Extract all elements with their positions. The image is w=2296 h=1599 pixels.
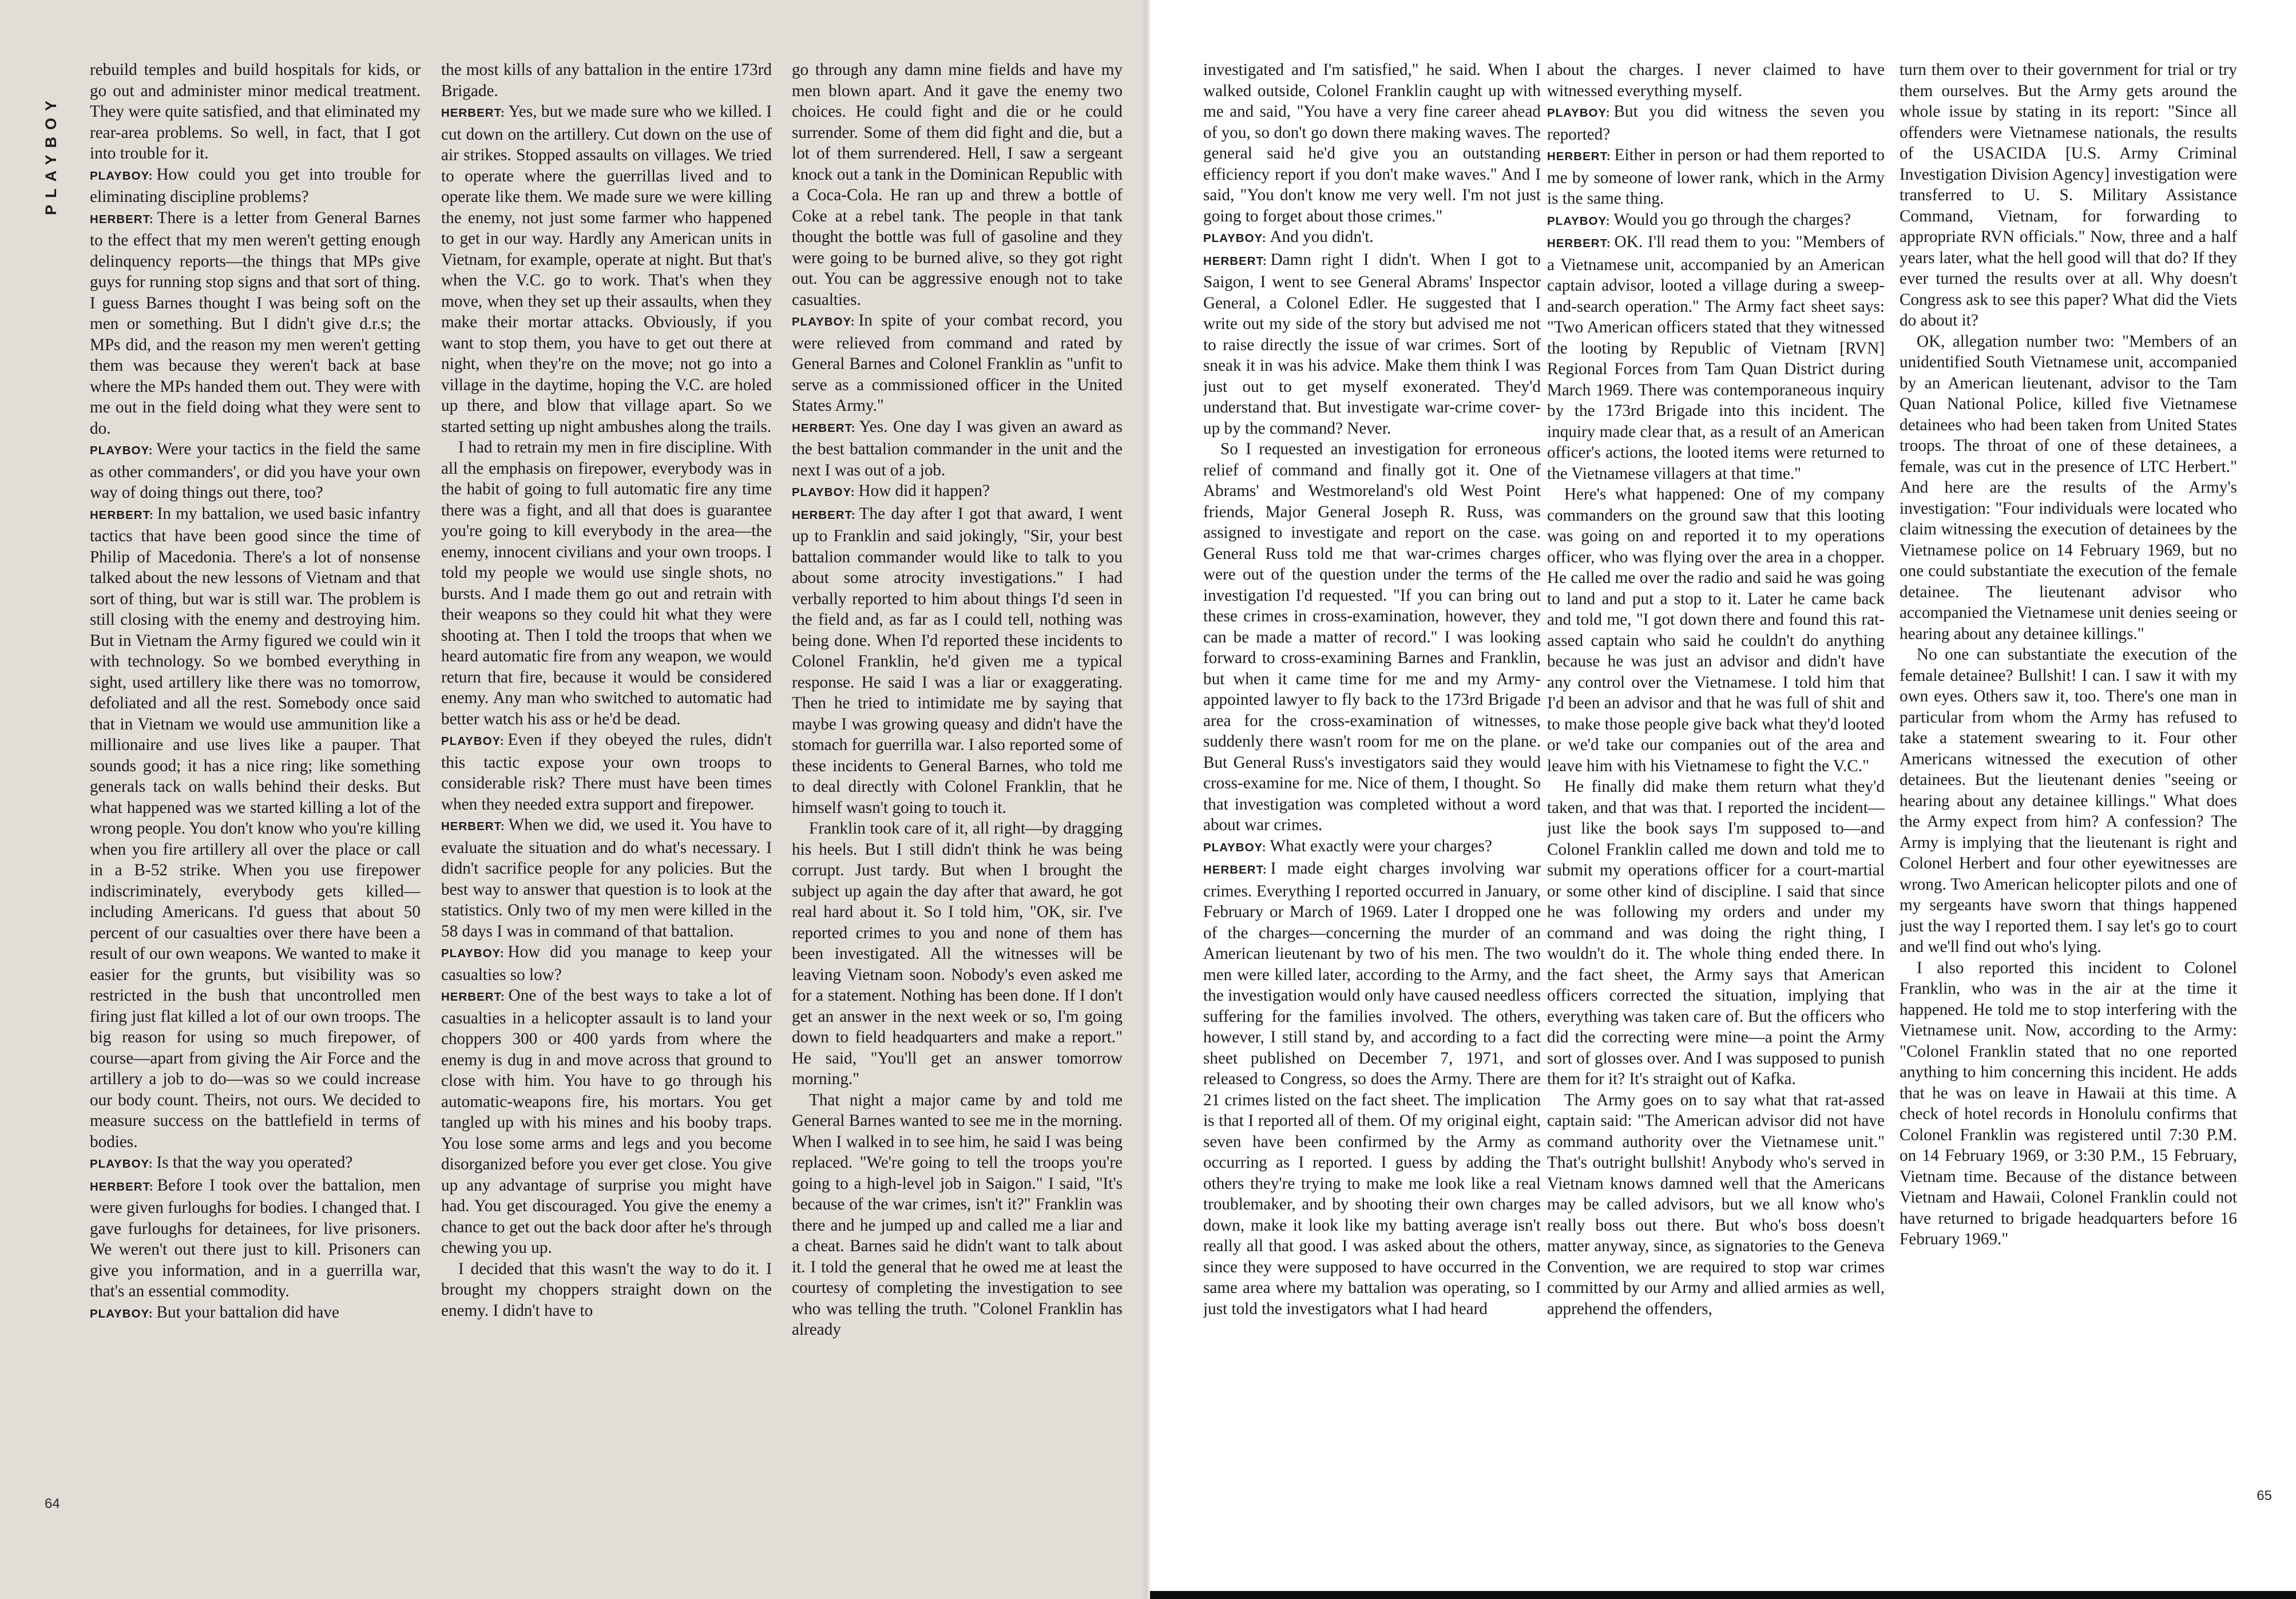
speaker-label: HERBERT: [441, 106, 505, 120]
speaker-label: PLAYBOY: [1547, 106, 1611, 120]
paragraph-text: How did it happen? [858, 482, 990, 500]
paragraph [1547, 232, 1885, 484]
paragraph-text: And you didn't. [1270, 228, 1374, 246]
paragraph-text: Is that the way you operated? [156, 1153, 353, 1172]
speaker-label: HERBERT: [90, 508, 154, 522]
paragraph [1547, 776, 1885, 1090]
paragraph-text: Even if they obeyed the rules, didn't this tactic expose your own troops to considerable risk? There must have been times when they needed extra support and firepower. [441, 731, 772, 814]
paragraph-text: There is a letter from General Barnes to the effect that my men weren't getting enough delinquency reports—the things that MPs give guys for running stop signs and that sort of thing. I guess Barnes thought I was being soft on the men or something. But I didn't give d.r.s; the MPs did, and the reason my men weren't getting them was because they weren't back at base where the MPs handed them out. They were with me out in the field doing what they were sent to do. [90, 208, 421, 438]
paragraph [1900, 644, 2237, 958]
paragraph [1900, 331, 2237, 645]
paragraph-text: The day after I got that award, I went up to Franklin and said jokingly, "Sir, your best battalion commander would like to talk to you about some atrocity investigations." I had verbally reported to him about things I'd seen in the field and, as far as I could tell, nothing was being done. When I'd reported these incidents to Colonel Franklin, he'd given me a typical response. He said I was a liar or exaggerating. Then he tried to intimidate me by saying that maybe I was growing queasy and didn't have the stomach for guerrilla war. I also reported some of these incidents to General Barnes, who told me to deal directly with Colonel Franklin, that he himself wasn't going to touch it. [792, 504, 1123, 817]
paragraph [90, 439, 421, 503]
paragraph [441, 729, 772, 815]
paragraph-text: But you did witness the seven you reported? [1547, 102, 1885, 144]
paragraph-text: One of the best ways to take a lot of casualties in a helicopter assault is to land your choppers 300 or 400 yards from where the enemy is dug in and move across that ground to close with him. You have to go through his automatic-weapons fire, his mortars. You get tangled up with his mines and his booby traps. You lose some arms and legs and you become disorganized before you ever get close. You give up any advantage of surprise you might have had. You get discouraged. You give the enemy a chance to get out the back door after he's through chewing you up. [441, 986, 772, 1257]
paragraph [1203, 227, 1541, 249]
paragraph [441, 985, 772, 1259]
speaker-label: PLAYBOY: [1547, 214, 1611, 228]
paragraph [441, 59, 772, 101]
paragraph-text: That night a major came by and told me General Barnes wanted to see me in the morning. When I walked in to see him, he said I was being replaced. "We're going to tell the troops you're going to a high-level job in Saigon." I said, "It's because of the war crimes, isn't it?" Franklin was there and he jumped up and called me a liar and a cheat. Barnes said he didn't want to talk about it. I told the general that he owed me at least the courtesy of completing the investigation to see who was telling the truth. "Colonel Franklin has already [792, 1090, 1123, 1339]
paragraph [90, 164, 421, 208]
paragraph [792, 481, 1123, 503]
paragraph-text: When we did, we used it. You have to evaluate the situation and do what's necessary. I didn't sacrifice people for any policies. But the best way to answer that question is to look at the statistics. Only two of my men were killed in the 58 days I was in command of that battalion. [441, 816, 772, 941]
paragraph [1547, 59, 1885, 101]
text-column-1 [90, 59, 421, 1524]
paragraph [441, 815, 772, 942]
speaker-label: PLAYBOY: [441, 947, 505, 960]
speaker-label: PLAYBOY: [792, 315, 855, 328]
paragraph-text: go through any damn mine fields and have my men blown apart. And it gave the enemy two choices. He could fight and die or he could surrender. Some of them did fight and die, but a lot of them surrendered. Hell, I saw a sergeant knock out a tank in the Dominican Republic with a Coca-Cola. He ran up and threw a bottle of Coke at a rebel tank. The people in that tank thought the bottle was full of gasoline and they were going to be burned alive, so they got right out. You can be aggressive enough not to take casualties. [792, 61, 1123, 309]
speaker-label: HERBERT: [1203, 863, 1267, 876]
paragraph [1547, 209, 1885, 232]
paragraph-text: OK. I'll read them to you: "Members of a Vietnamese unit, accompanied by an American captain advisor, looted a village during a sweep-and-search operation." The Army fact sheet says: "Two American officers stated that they witnessed the looting by Republic of Vietnam [RVN] Regional Forces from Tam Quan District during March 1969. There was contemporaneous inquiry by the 173rd Brigade into this incident. The inquiry made clear that, as a result of an American officer's actions, the looted items were returned to the Vietnamese villagers at that time." [1547, 233, 1885, 483]
paragraph [90, 1152, 421, 1175]
paragraph-text: about the charges. I never claimed to have witnessed everything myself. [1547, 61, 1885, 100]
paragraph-text: the most kills of any battalion in the entire 173rd Brigade. [441, 61, 772, 100]
speaker-label: PLAYBOY: [90, 1157, 153, 1171]
speaker-label: HERBERT: [1547, 237, 1611, 250]
speaker-label: PLAYBOY: [90, 444, 153, 457]
paragraph-text: But your battalion did have [156, 1303, 339, 1322]
page-number-left: 64 [45, 1496, 60, 1511]
text-column-2 [441, 59, 772, 1524]
paragraph [1547, 484, 1885, 776]
paragraph-text: He finally did make them return what they'd taken, and that was that. I reported the incident—just like the book says I'm supposed to—and Colonel Franklin called me down and told me to submit my operations officer for a court-martial or some other kind of discipline. I said that since he was following my orders and under my command and was doing the right thing, I wouldn't do it. The whole thing ended there. In the fact sheet, the Army says that American officers corrected the situation, implying that everything was taken care of. But the officers who did the correcting were mine—a point the Army sort of glosses over. And I was supposed to punish them for it? It's straight out of Kafka. [1547, 777, 1885, 1088]
paragraph-text: I decided that this wasn't the way to do it. I brought my choppers straight down on the enemy. I didn't have to [441, 1259, 772, 1320]
paragraph-text: Would you go through the charges? [1613, 210, 1851, 229]
speaker-label: PLAYBOY: [1203, 232, 1267, 245]
paragraph-text: How could you get into trouble for eliminating discipline problems? [90, 165, 421, 206]
text-column-3 [792, 59, 1123, 1524]
paragraph-text: Either in person or had them reported to me by someone of lower rank, which in the Army is the same thing. [1547, 146, 1885, 208]
paragraph-text: In my battalion, we used basic infantry tactics that have been good since the time of Philip of Macedonia. There's a lot of nonsense talked about the new lessons of Vietnam and that sort of thing, but war is still war. The problem is still closing with the enemy and destroying him. But in Vietnam the Army figured we could win it with technology. So we bombed everything in sight, used artillery like there was no tomorrow, defoliated and all the rest. Somebody once said that in Vietnam we would use ammunition like a millionaire and use lives like a pauper. That sounds good; it has a nice ring; like something generals tack on walls behind their desks. But what happened was we started killing a lot of the wrong people. You don't know who you're killing when you fire artillery all over the place or call in a B-52 strike. When you use firepower indiscriminately, everybody gets killed—including Americans. I'd guess that about 50 percent of our casualties over there have been a result of our own weapons. We wanted to make it easier for the grunts, but visibility was so restricted in the bush that uncontrolled men firing just flat killed a lot of our own troops. The big reason for using so much firepower, of course—apart from giving the Air Force and the artillery a job to do—was so we could increase our body count. Theirs, not ours. We decided to measure success on the battlefield in terms of bodies. [90, 504, 421, 1151]
paragraph [90, 1175, 421, 1302]
paragraph-text: So I requested an investigation for erroneous relief of command and finally got it. One of Abrams' and Westmoreland's old West Point friends, Major General Joseph R. Russ, was assigned to investigate and report on the case. General Russ told me that war-crimes charges were out of the question under the terms of the investigation I'd requested. "If you can bring out these crimes in cross-examination, however, they can be made a matter of record." I was looking forward to cross-examining Barnes and Franklin, but when it came time for me and my Army-appointed lawyer to fly back to the 173rd Brigade area for the cross-examination of witnesses, suddenly there wasn't room for me on the plane. But General Russ's investigators said they would cross-examine for me. Nice of them, I thought. So that investigation was completed without a word about war crimes. [1203, 440, 1541, 834]
paragraph [441, 1259, 772, 1322]
paragraph [1900, 958, 2237, 1250]
paragraph-text: OK, allegation number two: "Members of an unidentified South Vietnamese unit, accompanied by an American lieutenant, advisor to the Tam Quan National Police, killed five Vietnamese detainees who had been taken from United States troops. The throat of one of these detainees, a female, was cut in the presence of LTC Herbert." And here are the results of the Army's investigation: "Four individuals were located who claim witnessing the execution of detainees by the Vietnamese police on 14 February 1969, but no one could substantiate the execution of the female detainee. The lieutenant advisor who accompanied the Vietnamese unit denies seeing or hearing about any detainee killings." [1900, 332, 2237, 643]
speaker-label: PLAYBOY: [90, 169, 153, 182]
speaker-label: PLAYBOY: [792, 486, 855, 499]
paragraph-text: In spite of your combat record, you were relieved from command and rated by General Barnes and Colonel Franklin as "unfit to serve as a commissioned officer in the United States Army." [792, 311, 1123, 415]
paragraph-text: I had to retrain my men in fire discipline. With all the emphasis on firepower, everybody was in the habit of going to full automatic fire any time there was a fight, and all that does is guarantee you're going to kill everybody in the area—the enemy, innocent civilians and your own troops. I told my people we would use single shots, no bursts. And I made them go out and retrain with their weapons so they could hit what they were shooting at. Then I told the troops that when we heard automatic fire from any weapon, we would return that fire, because it would be considered enemy. Any man who switched to automatic had better watch his ass or he'd be dead. [441, 438, 772, 728]
paragraph [90, 59, 421, 164]
paragraph [792, 416, 1123, 481]
paragraph [1547, 1090, 1885, 1320]
speaker-label: PLAYBOY: [1203, 840, 1267, 854]
paragraph [792, 503, 1123, 819]
paragraph-text: investigated and I'm satisfied," he said. When I walked outside, Colonel Franklin caught up with me and said, "You have a very fine career ahead of you, so don't go down there making waves. The general said he'd give you an outstanding efficiency report if you don't make waves." And I said, "You don't know me very well. I'm not just going to forget about those crimes." [1203, 61, 1541, 225]
paragraph-text: What exactly were your charges? [1270, 836, 1492, 855]
paragraph [90, 1302, 421, 1325]
text-column-5 [1547, 59, 1885, 1524]
speaker-label: HERBERT: [90, 212, 154, 226]
paragraph [441, 101, 772, 437]
paragraph [1203, 249, 1541, 439]
paragraph [792, 1090, 1123, 1340]
speaker-label: HERBERT: [90, 1180, 154, 1193]
paragraph [1203, 439, 1541, 836]
paragraph [792, 818, 1123, 1090]
page-number-right: 65 [2257, 1488, 2272, 1503]
paragraph-text: Were your tactics in the field the same as other commanders', or did you have your own way of doing things out there, too? [90, 440, 421, 502]
paragraph-text: Damn right I didn't. When I got to Saigon, I went to see General Abrams' Inspector General, a Colonel Edler. He suggested that I write out my side of the story but advised me not to raise directly the issue of war crimes. Sort of sneak it in was his advice. Make them think I was just out to get myself exonerated. They'd understand that. But investigate war-crime cover-up by the command? Never. [1203, 250, 1541, 438]
right-page [1150, 0, 2296, 1599]
paragraph-text: Yes. One day I was given an award as the best battalion commander in the unit and the next I was out of a job. [792, 417, 1123, 479]
paragraph [1547, 101, 1885, 145]
paragraph [1203, 858, 1541, 1319]
paragraph [90, 503, 421, 1153]
speaker-label: HERBERT: [1547, 150, 1611, 163]
paragraph-text: Yes, but we made sure who we killed. I cut down on the artillery. Cut down on the use of air strikes. Stopped assaults on villages. We tried to operate where the guerrillas lived and to operate like them. We made sure we were killing the enemy, not just some farmer who happened to get in our way. Hardly any American units in Vietnam, for example, operate at night. But that's when the V.C. go to work. That's when they move, when they set up their assaults, when they make their mortar attacks. Obviously, if you want to stop them, you have to get out there at night, when they're on the move; not go into a village in the daytime, hoping the V.C. are holed up there, and blow that village apart. So we started setting up night ambushes along the trails. [441, 102, 772, 436]
paragraph [1203, 59, 1541, 227]
paragraph-text: Before I took over the battalion, men were given furloughs for bodies. I changed that. I gave furloughs for detainees, for live prisoners. We weren't out there just to kill. Prisoners can give you information, and in a guerrilla war, that's an essential commodity. [90, 1176, 421, 1300]
paragraph [1547, 145, 1885, 209]
paragraph-text: The Army goes on to say what that rat-assed captain said: "The American advisor did not have command authority over the Vietnamese unit." That's outright bullshit! Anybody who's served in Vietnam knows damned well that the Americans may be called advisors, but we all know who's really boss out there. But who's boss doesn't matter anyway, since, as signatories to the Geneva Convention, we are required to stop war crimes committed by our Army and allied armies as well, apprehend the offenders, [1547, 1090, 1885, 1318]
speaker-label: PLAYBOY: [441, 735, 505, 748]
paragraph-text: rebuild temples and build hospitals for kids, or go out and administer minor medical treatment. They were quite satisfied, and that eliminated my rear-area problems. So well, in fact, that I got into trouble for it. [90, 61, 421, 162]
speaker-label: HERBERT: [792, 508, 856, 522]
paragraph [1900, 59, 2237, 331]
text-column-4 [1203, 59, 1541, 1524]
paragraph-text: Here's what happened: One of my company commanders on the ground saw that this looting was going on and reported it to my operations officer, who was flying over the area in a chopper. He called me over the radio and said he was going to land and put a stop to it. Later he came back and told me, "I got down there and found this rat-assed captain who said he couldn't do anything because he was just an advisor and didn't have any control over the Vietnamese. I told him that I'd been an advisor and that he was full of shit and to make those people give back what they'd looted or we'd take our companies out of the area and leave him with his Vietnamese to fight the V.C." [1547, 485, 1885, 775]
speaker-label: HERBERT: [792, 421, 856, 435]
paragraph [792, 59, 1123, 310]
paragraph-text: No one can substantiate the execution of the female detainee? Bullshit! I can. I saw it with my own eyes. Others saw it, too. There's one man in particular from whom the Army has refused to take a statement swearing to it. Four other Americans witnessed the execution of other detainees. But the lieutenant denies "seeing or hearing about any detainee killings." What does the Army expect from him? A confession? The Army is implying that the lieutenant is right and Colonel Herbert and four other eyewitnesses are wrong. Two American helicopter pilots and one of my sergeants have sworn that things happened just the way I reported them. I say let's go to court and we'll find out who's lying. [1900, 645, 2237, 956]
paragraph-text: turn them over to their government for trial or try them ourselves. But the Army gets around the whole issue by stating in its report: "Since all offenders were Vietnamese nationals, the results of the USACIDA [U.S. Army Criminal Investigation Division Agency] investigation were transferred to U. S. Military Assistance Command, Vietnam, for forwarding to appropriate RVN officials." Now, three and a half years later, what the hell good will that do? If they ever turned the results over at all. Why doesn't Congress ask to see this paper? What did the Viets do about it? [1900, 61, 2237, 330]
speaker-label: HERBERT: [441, 990, 505, 1003]
paragraph [1203, 836, 1541, 859]
speaker-label: HERBERT: [441, 820, 505, 833]
paragraph [441, 437, 772, 729]
speaker-label: PLAYBOY: [90, 1307, 153, 1320]
paragraph-text: How did you manage to keep your casualties so low? [441, 943, 772, 984]
paragraph-text: Franklin took care of it, all right—by dragging his heels. But I still didn't think he was being corrupt. Just tardy. But when I brought the subject up again the day after that award, he got real hard about it. So I told him, "OK, sir. I've reported crimes to you and none of them has been investigated. All the witnesses will be leaving Vietnam soon. Nobody's even asked me for a statement. Nothing has been done. If I don't get an answer in the next week or so, I'm going down to field headquarters and make a report." He said, "You'll get an answer tomorrow morning." [792, 819, 1123, 1088]
paragraph [90, 208, 421, 439]
paragraph [441, 942, 772, 985]
paragraph-text: I also reported this incident to Colonel Franklin, who was in the air at the time it happened. He told me to stop interfering with the Vietnamese unit. Now, according to the Army: "Colonel Franklin stated that no one reported anything to him concerning this incident. He adds that he was on leave in Hawaii at this time. A check of hotel records in Honolulu confirms that Colonel Franklin was registered until 7:30 P.M. on 14 February 1969, or 3:30 P.M., 15 February, Vietnam time. Because of the distance between Vietnam and Hawaii, Colonel Franklin could not have returned to brigade headquarters before 16 February 1969." [1900, 958, 2237, 1248]
magazine-name-vertical: PLAYBOY [42, 93, 60, 216]
speaker-label: HERBERT: [1203, 254, 1267, 268]
paragraph [792, 310, 1123, 416]
text-column-6 [1900, 59, 2237, 1524]
paragraph-text: I made eight charges involving war crimes. Everything I reported occurred in January, February or March of 1969. Later I dropped one of the charges—concerning the murder of an American lieutenant by two of his men. The two men were killed later, according to the Army, and the investigation would only have caused needless suffering for the families involved. The others, however, I still stand by, and according to a fact sheet published on December 7, 1971, and released to Congress, so does the Army. There are 21 crimes listed on the fact sheet. The implication is that I reported all of them. Of my original eight, seven have been confirmed by the Army as occurring as I reported. I guess by adding the others they're trying to make me look like a real troublemaker, and by shooting their own charges down, make it look like my batting average isn't really all that good. I was asked about the others, since they were supposed to have occurred in the same area where my battalion was operating, so I just told the investigators what I had heard [1203, 859, 1541, 1318]
